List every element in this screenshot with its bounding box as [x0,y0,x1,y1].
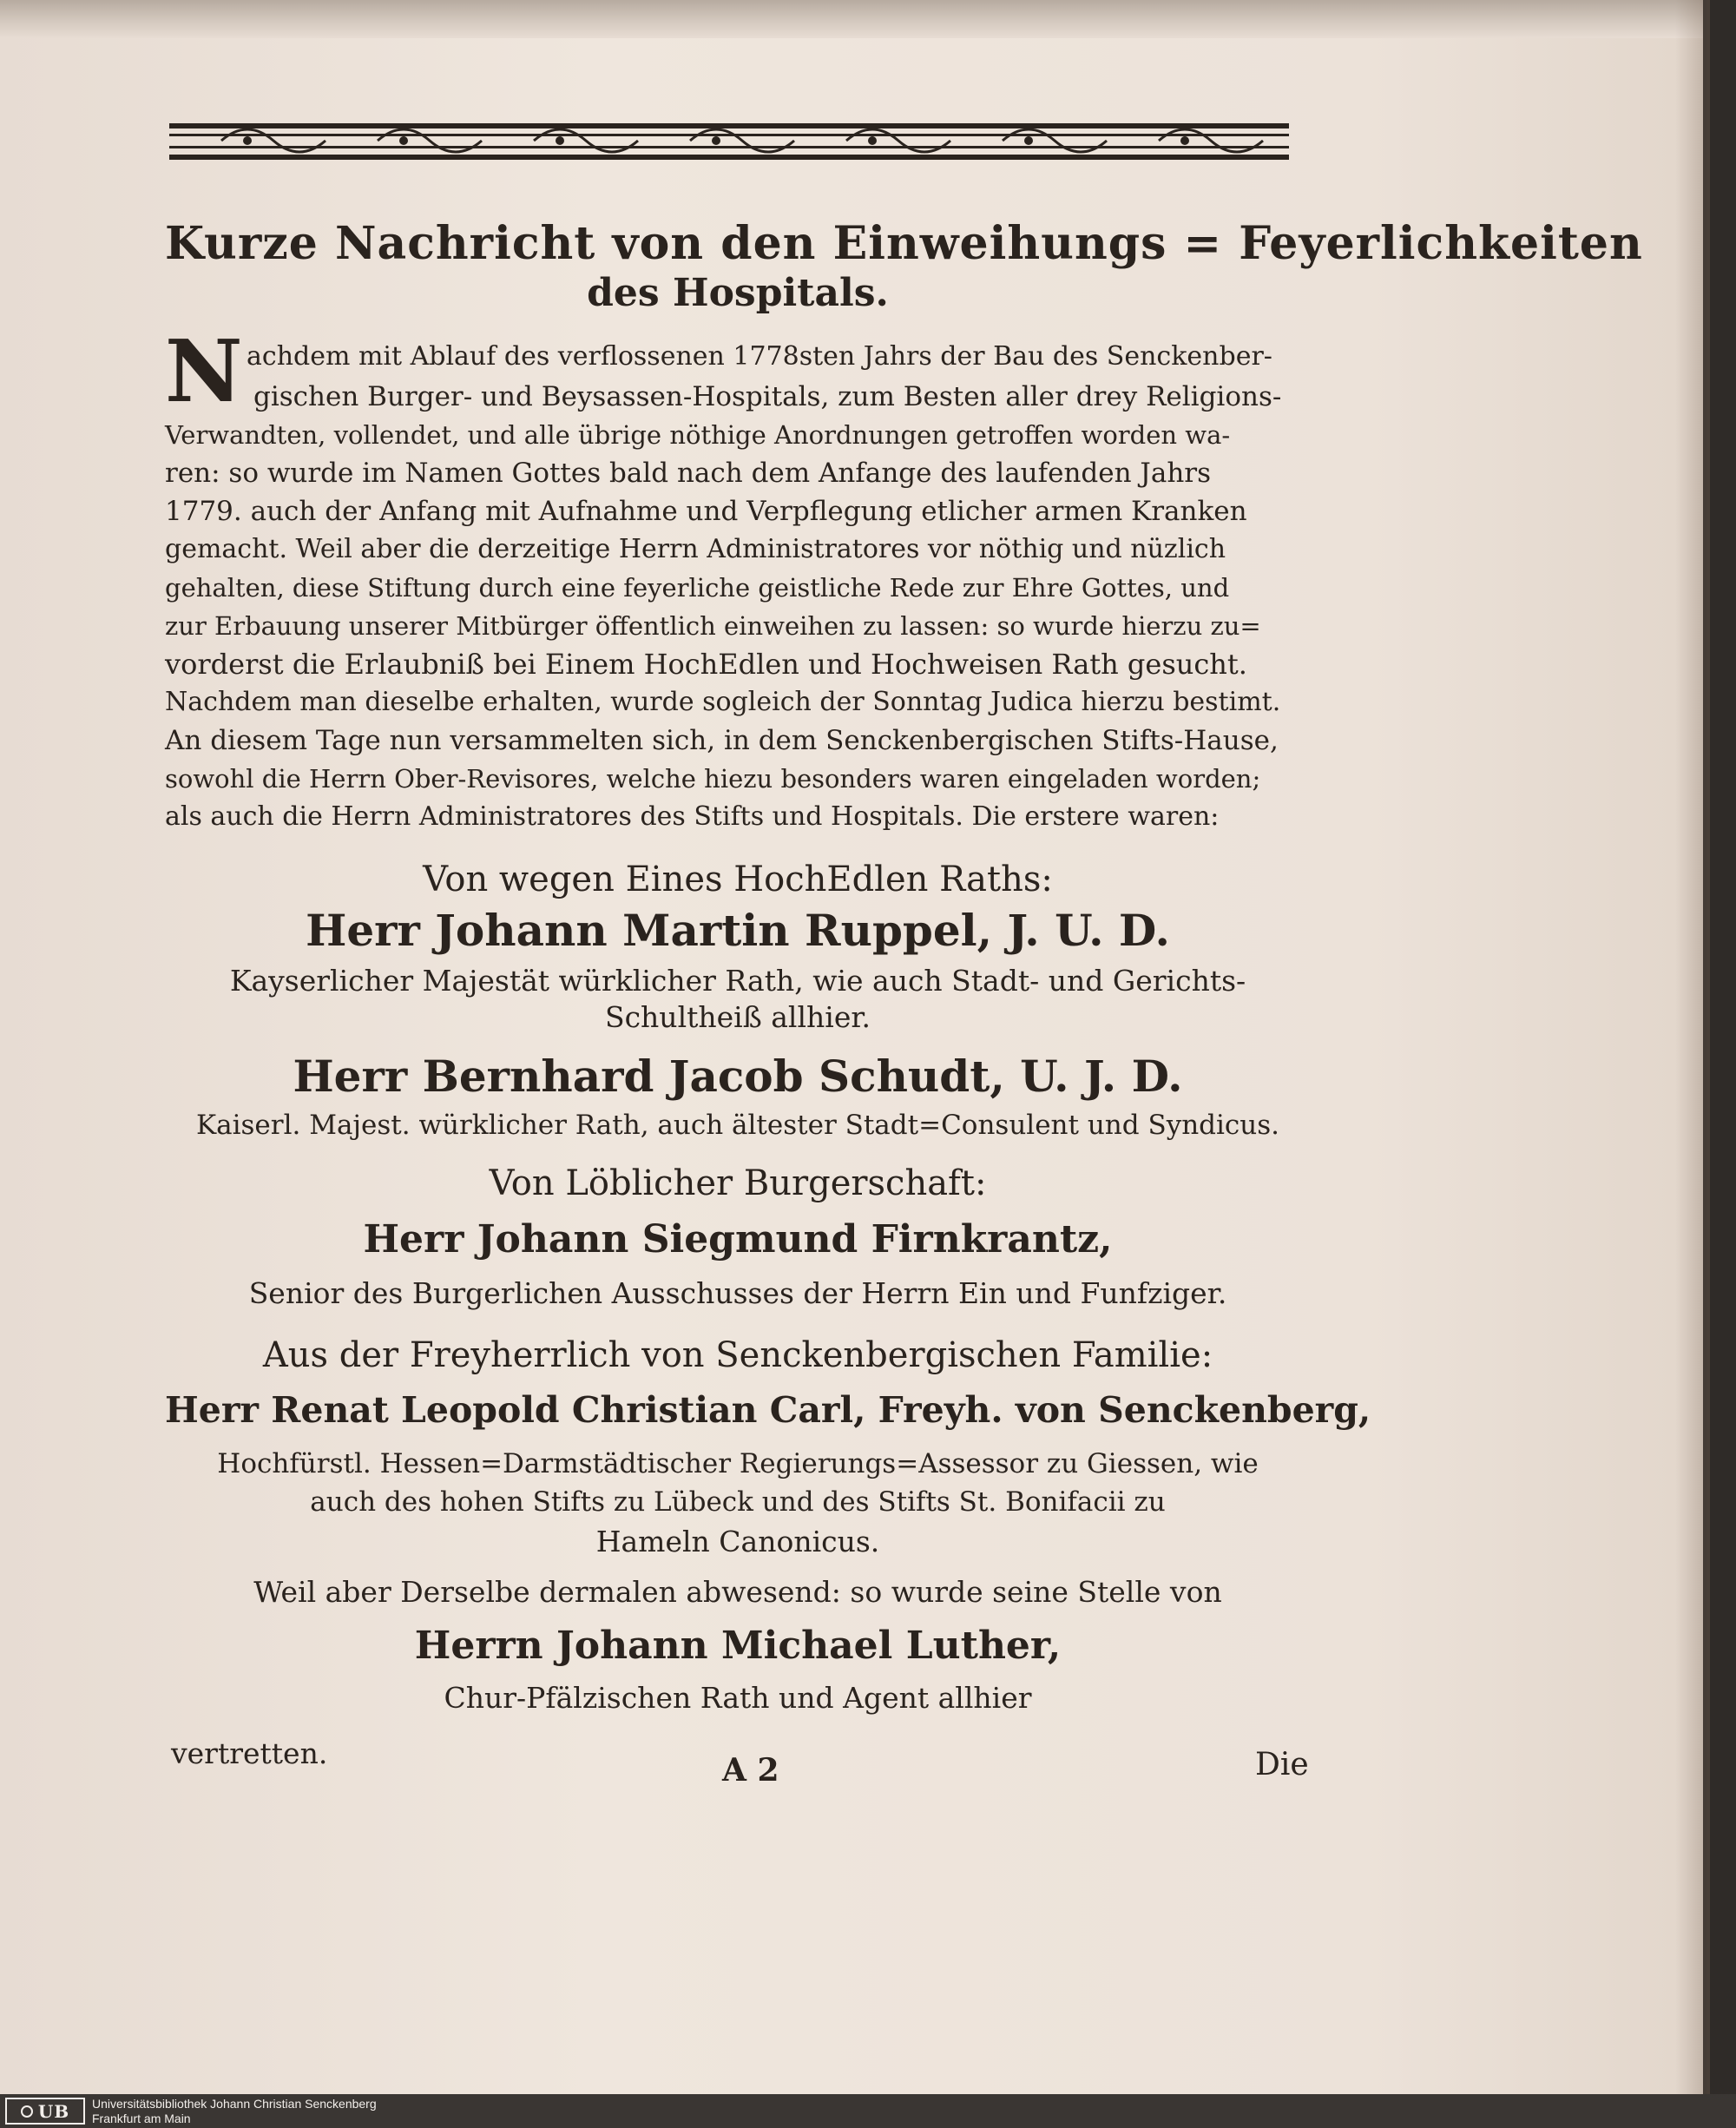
person-name-ruppel: Herr Johann Martin Ruppel, J. U. D. [306,905,1170,956]
person-name-senckenberg: Herr Renat Leopold Christian Carl, Freyh. von Senckenberg, [165,1389,1371,1431]
body-line: Verwandten, vollendet, und alle übrige nöthige Anordnungen getroffen worden wa- [165,420,1231,450]
page-top-edge [0,0,1703,38]
library-name: Universitätsbibliothek Johann Christian Senckenberg [92,2097,377,2111]
person-title-senckenberg-line1: Hochfürstl. Hessen=Darmstädtischer Regierungs=Assessor zu Giessen, wie [217,1448,1259,1479]
person-title-senckenberg-line3: Hameln Canonicus. [595,1525,880,1558]
section-heading-burgerschaft: Von Löblicher Burgerschaft: [489,1163,987,1203]
person-title-senckenberg-line2: auch des hohen Stifts zu Lübeck und des Stifts St. Bonifacii zu [310,1486,1166,1518]
library-credit-bar [0,2094,1736,2128]
person-title-ruppel-line1: Kayserlicher Majestät würklicher Rath, wie auch Stadt- und Gerichts- [229,964,1246,998]
body-line: ren: so wurde im Namen Gottes bald nach dem Anfange des laufenden Jahrs [165,458,1212,489]
page-edge-shadow [1675,0,1710,2094]
body-line: sowohl die Herrn Ober-Revisores, welche hiezu besonders waren eingeladen worden; [165,764,1261,794]
library-location: Frankfurt am Main [92,2112,191,2125]
person-name-schudt: Herr Bernhard Jacob Schudt, U. J. D. [293,1051,1183,1102]
body-line: 1779. auch der Anfang mit Aufnahme und Verpflegung etlicher armen Kranken [165,496,1247,527]
body-line: achdem mit Ablauf des verflossenen 1778sten Jahrs der Bau des Senckenber- [247,341,1272,372]
body-line: gemacht. Weil aber die derzeitige Herrn Administratores vor nöthig und nüzlich [165,534,1226,564]
body-line: gehalten, diese Stiftung durch eine feyerliche geistliche Rede zur Ehre Gottes, und [165,573,1230,603]
drop-capital: N [165,322,243,422]
body-line: als auch die Herrn Administratores des Stifts und Hospitals. Die erstere waren: [165,801,1220,832]
person-title-schudt: Kaiserl. Majest. würklicher Rath, auch ältester Stadt=Consulent und Syndicus. [195,1110,1280,1141]
section-heading-familie: Aus der Freyherrlich von Senckenbergischen Familie: [262,1335,1213,1375]
person-title-firnkrantz: Senior des Burgerlichen Ausschusses der Herrn Ein und Funfziger. [248,1276,1227,1310]
document-title: Kurze Nachricht von den Einweihungs = Feyerlichkeiten [165,217,1643,270]
library-logo-text: UB [37,2100,70,2122]
person-name-luther: Herrn Johann Michael Luther, [414,1624,1062,1668]
person-name-firnkrantz: Herr Johann Siegmund Firnkrantz, [363,1217,1113,1262]
closing-word: vertretten. [171,1736,328,1770]
body-line: gischen Burger- und Beysassen-Hospitals, zum Besten aller drey Religions- [253,381,1282,412]
body-line: Nachdem man dieselbe erhalten, wurde sogleich der Sonntag Judica hierzu bestimt. [165,687,1281,717]
section-heading-rath: Von wegen Eines HochEdlen Raths: [423,860,1053,899]
body-line: An diesem Tage nun versammelten sich, in dem Senckenbergischen Stifts-Hause, [165,725,1279,756]
person-title-ruppel-line2: Schultheiß allhier. [604,1000,871,1034]
person-title-luther: Chur-Pfälzischen Rath und Agent allhier [444,1681,1032,1715]
library-seal-icon [21,2105,33,2118]
document-subtitle: des Hospitals. [587,271,889,315]
decorative-ornament-band [169,111,1289,172]
catchword: Die [1255,1747,1309,1782]
signature-mark: A 2 [722,1752,779,1789]
absence-note: Weil aber Derselbe dermalen abwesend: so wurde seine Stelle von [253,1575,1222,1609]
body-line: vorderst die Erlaubniß bei Einem HochEdlen und Hochweisen Rath gesucht. [165,648,1247,681]
body-line: zur Erbauung unserer Mitbürger öffentlich einweihen zu lassen: so wurde hierzu zu= [165,611,1261,641]
library-logo [5,2098,85,2125]
